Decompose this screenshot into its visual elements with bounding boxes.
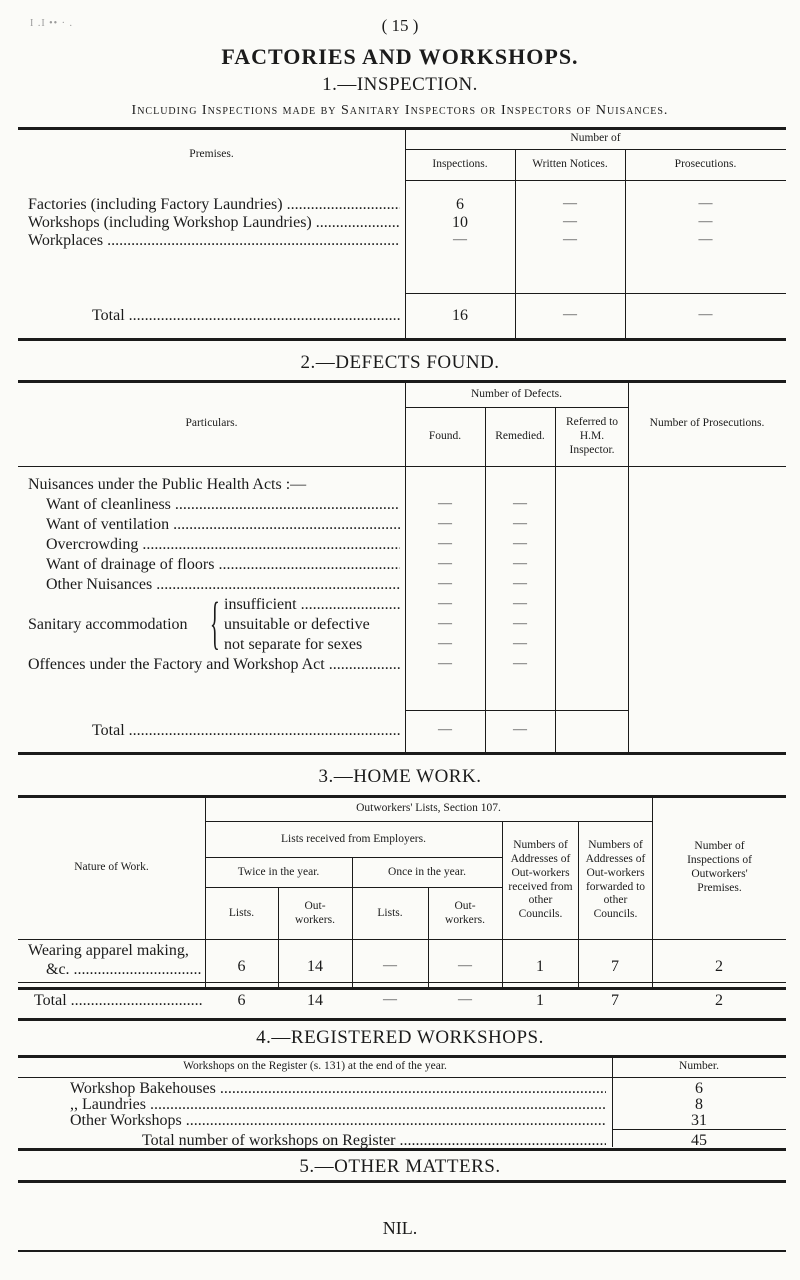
cell-received: 1 [536, 958, 544, 975]
cell-found: — [438, 596, 452, 611]
cell-prosecutions: — [698, 232, 713, 247]
row-label: Workshop Bakehouses ..... [70, 1080, 606, 1098]
cell-inspections: 6 [456, 196, 464, 213]
col-inspections-outworkers: Number of Inspections of Outworkers' Premises. [687, 840, 752, 894]
total-once-lists: — [383, 992, 397, 1007]
cell-remedied: — [513, 656, 527, 671]
cell-prosecutions: — [698, 196, 713, 211]
col-addresses-forwarded: Numbers of Addresses of Out-workers forwarded to other Councils. [585, 839, 646, 921]
cell-remedied: — [513, 596, 527, 611]
cell-prosecutions: — [698, 214, 713, 229]
section-1-subtitle: Including Inspections made by Sanitary Inspectors or Inspectors of Nuisances. [131, 103, 669, 118]
cell-number: 6 [695, 1080, 703, 1097]
section-2-title: 2.—DEFECTS FOUND. [300, 352, 500, 373]
cell-twice-outworkers: 14 [307, 958, 323, 975]
col-premises: Premises. [189, 147, 234, 160]
cell-remedied: — [513, 516, 527, 531]
col-number-of-prosecutions: Number of Prosecutions. [649, 417, 765, 430]
cell-found: — [438, 556, 452, 571]
section-3-title: 3.—HOME WORK. [318, 766, 482, 787]
col-once-outworkers: Out-workers. [445, 899, 485, 926]
total-label: Total number of workshops on Register ..... [142, 1132, 606, 1150]
row-label-line-1: Wearing apparel making, [28, 942, 189, 959]
row-label: Overcrowding ..... [46, 536, 400, 554]
cell-inspections: — [453, 232, 467, 247]
library-stamp: I .I •• · . [30, 18, 73, 29]
col-lists-received: Lists received from Employers. [281, 832, 426, 845]
row-label: Workshops (including Workshop Laundries) ..... [28, 214, 400, 232]
cell-written: — [563, 214, 577, 229]
col-found: Found. [428, 430, 462, 443]
col-number-of: Number of [570, 132, 621, 145]
row-label: Offences under the Factory and Workshop Act ..... [28, 656, 400, 674]
cell-remedied: — [513, 536, 527, 551]
total-once-outworkers: — [458, 992, 472, 1007]
row-label: ,, Laundries ..... [70, 1096, 606, 1114]
cell-remedied: — [513, 616, 527, 631]
total-label: Total ..... [92, 307, 400, 325]
total-inspections: 16 [452, 307, 468, 324]
section-1-title: 1.—INSPECTION. [322, 74, 478, 95]
page-title: FACTORIES AND WORKSHOPS. [221, 44, 579, 69]
brace-icon: { [210, 590, 220, 655]
col-addresses-received: Numbers of Addresses of Out-workers received from other Councils. [508, 839, 573, 921]
cell-twice-lists: 6 [237, 958, 246, 975]
row-label-line-2: &c. ..... [46, 961, 201, 979]
cell-written: — [563, 196, 577, 211]
page-number: ( 15 ) [381, 16, 419, 35]
cell-remedied: — [513, 496, 527, 511]
other-matters-nil: NIL. [382, 1218, 418, 1238]
col-twice-lists: Lists. [228, 906, 255, 919]
col-nature-of-work: Nature of Work. [74, 861, 149, 874]
total-written: — [563, 307, 577, 322]
cell-inspections: 10 [452, 214, 468, 231]
col-number: Number. [679, 1060, 719, 1073]
cell-written: — [563, 232, 577, 247]
col-particulars: Particulars. [185, 417, 238, 430]
cell-found: — [438, 576, 452, 591]
col-prosecutions: Prosecutions. [674, 158, 737, 171]
total-forwarded: 7 [611, 992, 619, 1009]
row-label: Want of ventilation ..... [46, 516, 400, 534]
total-received: 1 [536, 992, 544, 1009]
total-remedied: — [513, 722, 527, 737]
row-label: Other Nuisances ..... [46, 576, 400, 594]
total-number: 45 [691, 1132, 707, 1149]
cell-number: 8 [695, 1096, 703, 1113]
cell-found: — [438, 656, 452, 671]
col-written-notices: Written Notices. [532, 158, 608, 171]
col-number-of-defects: Number of Defects. [470, 387, 562, 400]
row-label: unsuitable or defective [224, 616, 370, 633]
section-4-title: 4.—REGISTERED WORKSHOPS. [256, 1027, 544, 1048]
col-workshops-on-register: Workshops on the Register (s. 131) at the end of the year. [183, 1060, 447, 1073]
col-twice-outworkers: Out-workers. [295, 899, 335, 926]
total-twice-outworkers: 14 [307, 992, 323, 1009]
total-twice-lists: 6 [237, 992, 246, 1009]
cell-found: — [438, 496, 452, 511]
cell-remedied: — [513, 556, 527, 571]
cell-found: — [438, 536, 452, 551]
cell-remedied: — [513, 576, 527, 591]
total-prosecutions: — [698, 307, 713, 322]
row-label: Want of drainage of floors ..... [46, 556, 400, 574]
col-outworkers-lists: Outworkers' Lists, Section 107. [356, 802, 501, 815]
sanitary-accommodation-label: Sanitary accommodation [28, 616, 188, 633]
total-label: Total ..... [92, 722, 400, 740]
row-label: insufficient ..... [224, 596, 400, 614]
col-once-lists: Lists. [377, 906, 403, 919]
row-label: not separate for sexes [224, 636, 363, 653]
total-found: — [438, 722, 452, 737]
cell-forwarded: 7 [611, 958, 619, 975]
col-referred: Referred to H.M. Inspector. [565, 416, 619, 456]
col-inspections: Inspections. [432, 158, 488, 171]
col-remedied: Remedied. [495, 430, 545, 443]
nuisances-heading: Nuisances under the Public Health Acts :— [28, 476, 307, 493]
total-inspections: 2 [715, 992, 723, 1009]
cell-remedied: — [513, 636, 527, 651]
col-once-in-year: Once in the year. [388, 865, 466, 878]
total-label: Total ..... [34, 992, 202, 1010]
cell-number: 31 [691, 1112, 707, 1129]
row-label: Workplaces ..... [28, 232, 400, 250]
section-5-title: 5.—OTHER MATTERS. [299, 1156, 501, 1177]
cell-found: — [438, 516, 452, 531]
row-label: Other Workshops ..... [70, 1112, 606, 1130]
cell-once-lists: — [383, 958, 397, 973]
row-label: Factories (including Factory Laundries) ..... [28, 196, 400, 214]
cell-once-outworkers: — [458, 958, 472, 973]
cell-inspections: 2 [715, 958, 723, 975]
col-twice-in-year: Twice in the year. [237, 865, 320, 878]
row-label: Want of cleanliness ..... [46, 496, 400, 514]
cell-found: — [438, 636, 452, 651]
cell-found: — [438, 616, 452, 631]
